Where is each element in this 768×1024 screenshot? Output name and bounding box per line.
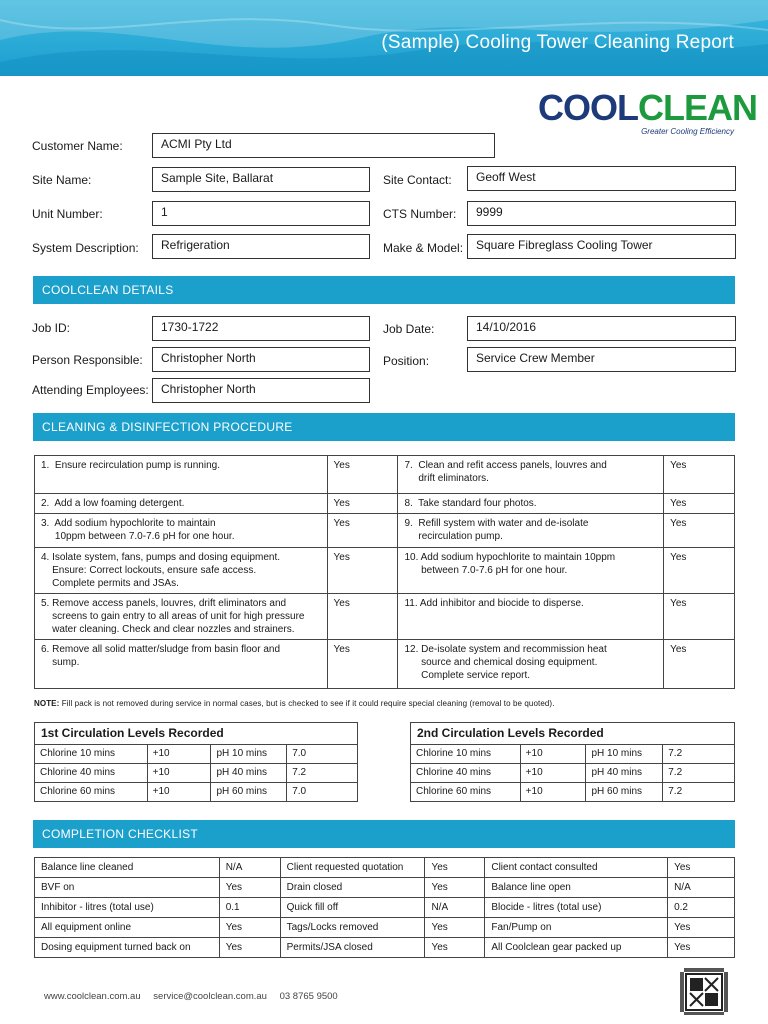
ph-value: 7.2 xyxy=(663,745,735,764)
ph-value: 7.2 xyxy=(287,764,358,783)
checklist-value: 0.2 xyxy=(668,898,735,918)
checklist-item: Client requested quotation xyxy=(280,858,425,878)
checklist-value: Yes xyxy=(219,918,280,938)
checklist-item: Permits/JSA closed xyxy=(280,938,425,958)
procedure-row xyxy=(35,548,735,594)
procedure-step: 3. Add sodium hypochlorite to maintain 10ppm between 7.0-7.6 pH for one hour. xyxy=(35,514,328,548)
customer-name-field: ACMI Pty Ltd xyxy=(152,133,495,158)
procedure-status: Yes xyxy=(327,640,398,689)
checklist-value: Yes xyxy=(219,938,280,958)
ph-label: pH 40 mins xyxy=(211,764,287,783)
cts-number-field: 9999 xyxy=(467,201,736,226)
job-date-label: Job Date: xyxy=(383,322,435,336)
circulation2-title: 2nd Circulation Levels Recorded xyxy=(411,723,735,745)
attending-employees-label: Attending Employees: xyxy=(32,383,149,397)
procedure-step: 5. Remove access panels, louvres, drift eliminators and screens to gain entry to all areas of unit for high pressure water cleaning. Check and clear nozzles and strainers. xyxy=(35,594,328,640)
footer xyxy=(44,991,348,1002)
procedure-row xyxy=(35,640,735,689)
circulation-row xyxy=(35,783,358,802)
footer-website: www.coolclean.com.au xyxy=(44,991,141,1002)
procedure-status: Yes xyxy=(664,494,735,514)
footer-email: service@coolclean.com.au xyxy=(153,991,267,1002)
procedure-step: 10. Add sodium hypochlorite to maintain 10ppm between 7.0-7.6 pH for one hour. xyxy=(398,548,664,594)
make-model-field: Square Fibreglass Cooling Tower xyxy=(467,234,736,259)
procedure-status: Yes xyxy=(327,548,398,594)
procedure-status: Yes xyxy=(327,514,398,548)
position-field: Service Crew Member xyxy=(467,347,736,372)
site-name-field: Sample Site, Ballarat xyxy=(152,167,370,192)
completion-heading: COMPLETION CHECKLIST xyxy=(33,820,735,848)
checklist-item: Balance line cleaned xyxy=(35,858,220,878)
chlorine-value: +10 xyxy=(147,745,211,764)
checklist-value: N/A xyxy=(668,878,735,898)
procedure-status: Yes xyxy=(327,456,398,494)
ph-label: pH 40 mins xyxy=(586,764,663,783)
procedure-status: Yes xyxy=(664,548,735,594)
make-model-label: Make & Model: xyxy=(383,241,464,255)
procedure-step: 12. De-isolate system and recommission heat source and chemical dosing equipment. Complete service report. xyxy=(398,640,664,689)
checklist-row xyxy=(35,938,735,958)
customer-name-label: Customer Name: xyxy=(32,139,123,153)
completion-table xyxy=(34,857,735,958)
person-responsible-label: Person Responsible: xyxy=(32,353,143,367)
circulation-row xyxy=(35,745,358,764)
checklist-row xyxy=(35,858,735,878)
chlorine-label: Chlorine 40 mins xyxy=(35,764,148,783)
ph-label: pH 10 mins xyxy=(211,745,287,764)
checklist-item: All Coolclean gear packed up xyxy=(485,938,668,958)
checklist-value: Yes xyxy=(219,878,280,898)
header-banner xyxy=(0,0,768,76)
checklist-value: Yes xyxy=(425,918,485,938)
ph-value: 7.2 xyxy=(663,783,735,802)
position-label: Position: xyxy=(383,354,430,368)
site-name-label: Site Name: xyxy=(32,173,92,187)
procedure-step: 7. Clean and refit access panels, louvres and drift eliminators. xyxy=(398,456,664,494)
checklist-value: Yes xyxy=(668,938,735,958)
procedure-note xyxy=(34,699,555,708)
checklist-value: 0.1 xyxy=(219,898,280,918)
checklist-value: Yes xyxy=(425,858,485,878)
job-id-label: Job ID: xyxy=(32,321,71,335)
procedure-status: Yes xyxy=(327,494,398,514)
checklist-value: Yes xyxy=(425,878,485,898)
job-date-field: 14/10/2016 xyxy=(467,316,736,341)
procedure-step: 2. Add a low foaming detergent. xyxy=(35,494,328,514)
procedure-status: Yes xyxy=(664,640,735,689)
ph-label: pH 10 mins xyxy=(586,745,663,764)
ph-value: 7.0 xyxy=(287,745,358,764)
chlorine-label: Chlorine 40 mins xyxy=(411,764,521,783)
circulation1-table xyxy=(34,722,358,802)
checklist-value: N/A xyxy=(425,898,485,918)
circulation1-title: 1st Circulation Levels Recorded xyxy=(35,723,358,745)
ph-label: pH 60 mins xyxy=(211,783,287,802)
checklist-item: Inhibitor - litres (total use) xyxy=(35,898,220,918)
attending-employees-field: Christopher North xyxy=(152,378,370,403)
chlorine-value: +10 xyxy=(520,764,586,783)
procedure-status: Yes xyxy=(327,594,398,640)
checklist-item: Drain closed xyxy=(280,878,425,898)
job-id-field: 1730-1722 xyxy=(152,316,370,341)
person-responsible-field: Christopher North xyxy=(152,347,370,372)
coolclean-details-heading: COOLCLEAN DETAILS xyxy=(33,276,735,304)
procedure-step: 1. Ensure recirculation pump is running. xyxy=(35,456,328,494)
procedure-heading: CLEANING & DISINFECTION PROCEDURE xyxy=(33,413,735,441)
procedure-row xyxy=(35,494,735,514)
ph-value: 7.0 xyxy=(287,783,358,802)
chlorine-value: +10 xyxy=(147,783,211,802)
site-contact-field: Geoff West xyxy=(467,166,736,191)
circulation-row xyxy=(35,764,358,783)
checklist-item: Client contact consulted xyxy=(485,858,668,878)
procedure-status: Yes xyxy=(664,594,735,640)
procedure-step: 11. Add inhibitor and biocide to disperse. xyxy=(398,594,664,640)
checklist-value: Yes xyxy=(425,938,485,958)
chlorine-value: +10 xyxy=(520,745,586,764)
logo-tagline: Greater Cooling Efficiency xyxy=(641,127,734,136)
circulation-row xyxy=(411,745,735,764)
checklist-row xyxy=(35,878,735,898)
checklist-item: BVF on xyxy=(35,878,220,898)
circulation-row xyxy=(411,764,735,783)
procedure-table xyxy=(34,455,735,689)
system-description-field: Refrigeration xyxy=(152,234,370,259)
procedure-status: Yes xyxy=(664,456,735,494)
checklist-item: Dosing equipment turned back on xyxy=(35,938,220,958)
logo-cool: COOL xyxy=(538,87,638,128)
checklist-item: All equipment online xyxy=(35,918,220,938)
checklist-row xyxy=(35,918,735,938)
checklist-item: Balance line open xyxy=(485,878,668,898)
ph-value: 7.2 xyxy=(663,764,735,783)
chlorine-value: +10 xyxy=(520,783,586,802)
procedure-step: 4. Isolate system, fans, pumps and dosing equipment. Ensure: Correct lockouts, ensure safe access. Complete permits and JSAs. xyxy=(35,548,328,594)
coolclean-logo xyxy=(538,87,757,138)
procedure-row xyxy=(35,456,735,494)
footer-phone: 03 8765 9500 xyxy=(279,991,338,1002)
report-title: (Sample) Cooling Tower Cleaning Report xyxy=(381,32,734,53)
checklist-value: Yes xyxy=(668,918,735,938)
chlorine-label: Chlorine 10 mins xyxy=(411,745,521,764)
procedure-step: 6. Remove all solid matter/sludge from basin floor and sump. xyxy=(35,640,328,689)
circulation2-table xyxy=(410,722,735,802)
cts-number-label: CTS Number: xyxy=(383,207,457,221)
chlorine-label: Chlorine 60 mins xyxy=(35,783,148,802)
chlorine-label: Chlorine 60 mins xyxy=(411,783,521,802)
checklist-value: Yes xyxy=(668,858,735,878)
checklist-item: Blocide - litres (total use) xyxy=(485,898,668,918)
procedure-row xyxy=(35,594,735,640)
site-contact-label: Site Contact: xyxy=(383,173,452,187)
system-description-label: System Description: xyxy=(32,241,139,255)
checklist-item: Fan/Pump on xyxy=(485,918,668,938)
procedure-step: 8. Take standard four photos. xyxy=(398,494,664,514)
note-bold: NOTE: xyxy=(34,699,60,708)
unit-number-label: Unit Number: xyxy=(32,207,103,221)
checklist-item: Tags/Locks removed xyxy=(280,918,425,938)
circulation-row xyxy=(411,783,735,802)
checklist-item: Quick fill off xyxy=(280,898,425,918)
procedure-row xyxy=(35,514,735,548)
chlorine-value: +10 xyxy=(147,764,211,783)
note-text: Fill pack is not removed during service in normal cases, but is checked to see if it could require special cleaning (removal to be quoted). xyxy=(59,699,555,708)
unit-number-field: 1 xyxy=(152,201,370,226)
logo-clean: CLEAN xyxy=(638,87,757,128)
procedure-step: 9. Refill system with water and de-isolate recirculation pump. xyxy=(398,514,664,548)
ph-label: pH 60 mins xyxy=(586,783,663,802)
procedure-status: Yes xyxy=(664,514,735,548)
checklist-value: N/A xyxy=(219,858,280,878)
chlorine-label: Chlorine 10 mins xyxy=(35,745,148,764)
checklist-row xyxy=(35,898,735,918)
food-safety-cert-icon xyxy=(678,966,730,1016)
